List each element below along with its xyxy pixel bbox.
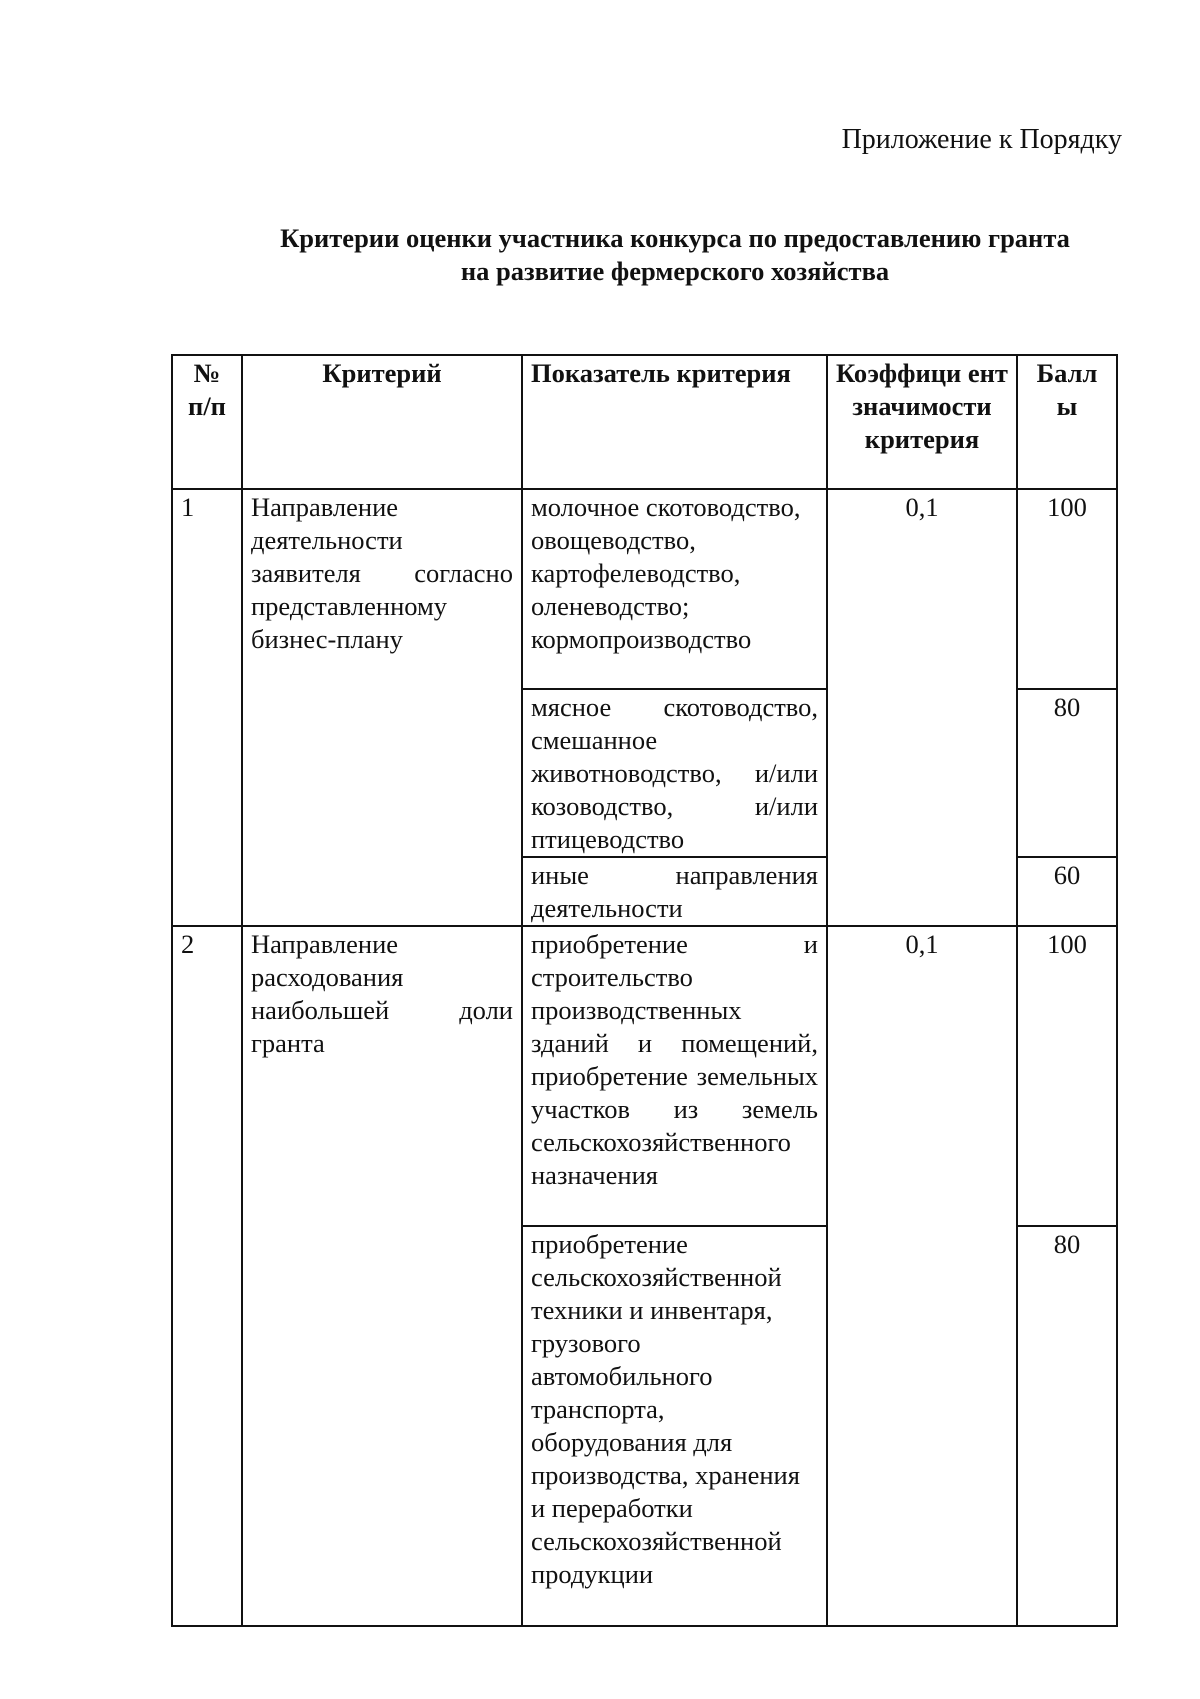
row1-points-2: 80 — [1017, 689, 1117, 857]
row2-num: 2 — [172, 926, 242, 1626]
criteria-table — [171, 354, 1118, 1627]
row2-coefficient: 0,1 — [827, 926, 1017, 1626]
row1-criterion: Направление деятельности заявителя согласно представленному бизнес-плану — [242, 489, 522, 926]
header-coefficient: Коэффици ент значимости критерия — [827, 355, 1017, 489]
row2-criterion: Направление расходования наибольшей доли гранта — [242, 926, 522, 1626]
appendix-label: Приложение к Порядку — [841, 124, 1122, 155]
document-title — [235, 222, 1115, 288]
table-row — [172, 926, 1117, 1226]
row1-num: 1 — [172, 489, 242, 926]
row1-indicator-3: иные направления деятельности — [522, 857, 827, 926]
row1-points-1: 100 — [1017, 489, 1117, 689]
table-row — [172, 489, 1117, 689]
title-line-1: Критерии оценки участника конкурса по предоставлению гранта — [280, 223, 1070, 253]
header-num: № п/п — [172, 355, 242, 489]
row1-indicator-2: мясное скотоводство, смешанное животноводство, и/или козоводство, и/или птицеводство — [522, 689, 827, 857]
row2-points-2: 80 — [1017, 1226, 1117, 1626]
row1-points-3: 60 — [1017, 857, 1117, 926]
header-criterion: Критерий — [242, 355, 522, 489]
row2-indicator-2: приобретение сельскохозяйственной техники и инвентаря, грузового автомобильного транспорта, оборудования для производства, хранения и переработки сельскохозяйственной продукции — [522, 1226, 827, 1626]
table-header-row — [172, 355, 1117, 489]
row1-indicator-1: молочное скотоводство, овощеводство, картофелеводство, оленеводство; кормопроизводство — [522, 489, 827, 689]
header-points: Балл ы — [1017, 355, 1117, 489]
row2-points-1: 100 — [1017, 926, 1117, 1226]
row2-indicator-1: приобретение и строительство производственных зданий и помещений, приобретение земельных участков из земель сельскохозяйственного назначения — [522, 926, 827, 1226]
header-indicator: Показатель критерия — [522, 355, 827, 489]
row1-coefficient: 0,1 — [827, 489, 1017, 926]
title-line-2: на развитие фермерского хозяйства — [460, 256, 890, 286]
